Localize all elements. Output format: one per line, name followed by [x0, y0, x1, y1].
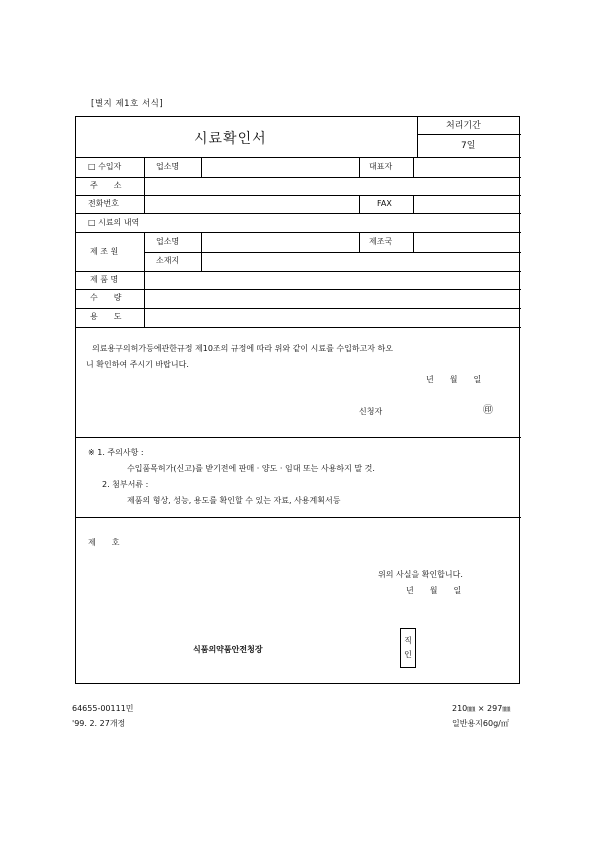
importer-phone-label: 전화번호: [88, 199, 119, 208]
revision-date: '99. 2. 27개정: [72, 719, 126, 728]
importer-fax-label: FAX: [377, 199, 392, 208]
official-seal-char-1: 직: [404, 636, 412, 645]
processing-period-label: 처리기간: [446, 121, 481, 131]
request-text-line2: 니 확인하여 주시기 바랍니다.: [86, 360, 189, 369]
applicant-seal-mark: ㊞: [483, 405, 493, 416]
sample-section-header: □ 시료의 내역: [88, 218, 140, 227]
importer-company-label: 업소명: [156, 162, 180, 171]
paper-spec: 일반용지60g/㎡: [452, 719, 509, 728]
manufacturer-location-label: 소재지: [156, 256, 180, 265]
request-date: 년 월 일: [426, 375, 482, 384]
request-text-line1: 의료용구의허가등에관한규정 제10조의 규정에 따라 위와 같이 시료를 수입하고자 하오: [92, 344, 394, 353]
official-seal-box: [400, 628, 416, 668]
sample-confirmation-form: [75, 116, 520, 684]
notes-attachments-header: 2. 첨부서류 :: [102, 480, 149, 489]
manufacturer-label: 제 조 원: [90, 247, 119, 256]
importer-section-header: □ 수입자: [88, 162, 122, 171]
applicant-label: 신청자: [359, 407, 383, 416]
notes-attachments-text: 제품의 형상, 성능, 용도를 확인할 수 있는 자료, 사용계획서등: [127, 496, 341, 505]
quantity-label: 수 량: [90, 293, 122, 302]
importer-representative-label: 대표자: [369, 162, 393, 171]
form-code: 64655-00111민: [72, 704, 134, 713]
form-number-label: [별지 제1호 서식]: [91, 99, 164, 109]
purpose-label: 용 도: [90, 312, 122, 321]
issuing-authority: 식품의약품안전청장: [193, 645, 263, 654]
product-name-label: 제 품 명: [90, 275, 119, 284]
paper-size: 210㎜ × 297㎜: [452, 704, 511, 713]
confirmation-statement: 위의 사실을 확인합니다.: [378, 570, 463, 579]
form-title: 시료확인서: [194, 131, 267, 147]
confirmation-number-label: 제 호: [88, 538, 120, 547]
notes-caution-text: 수입품목허가(신고)를 받기전에 판매 · 양도 · 임대 또는 사용하지 말 것.: [127, 464, 375, 473]
processing-period-value: 7일: [461, 141, 476, 151]
importer-address-label: 주 소: [90, 181, 122, 190]
manufacturer-company-label: 업소명: [156, 237, 180, 246]
confirmation-date: 년 월 일: [406, 586, 462, 595]
manufacturing-country-label: 제조국: [369, 237, 393, 246]
official-seal-char-2: 인: [404, 650, 412, 659]
notes-header: ※ 1. 주의사항 :: [88, 448, 144, 457]
